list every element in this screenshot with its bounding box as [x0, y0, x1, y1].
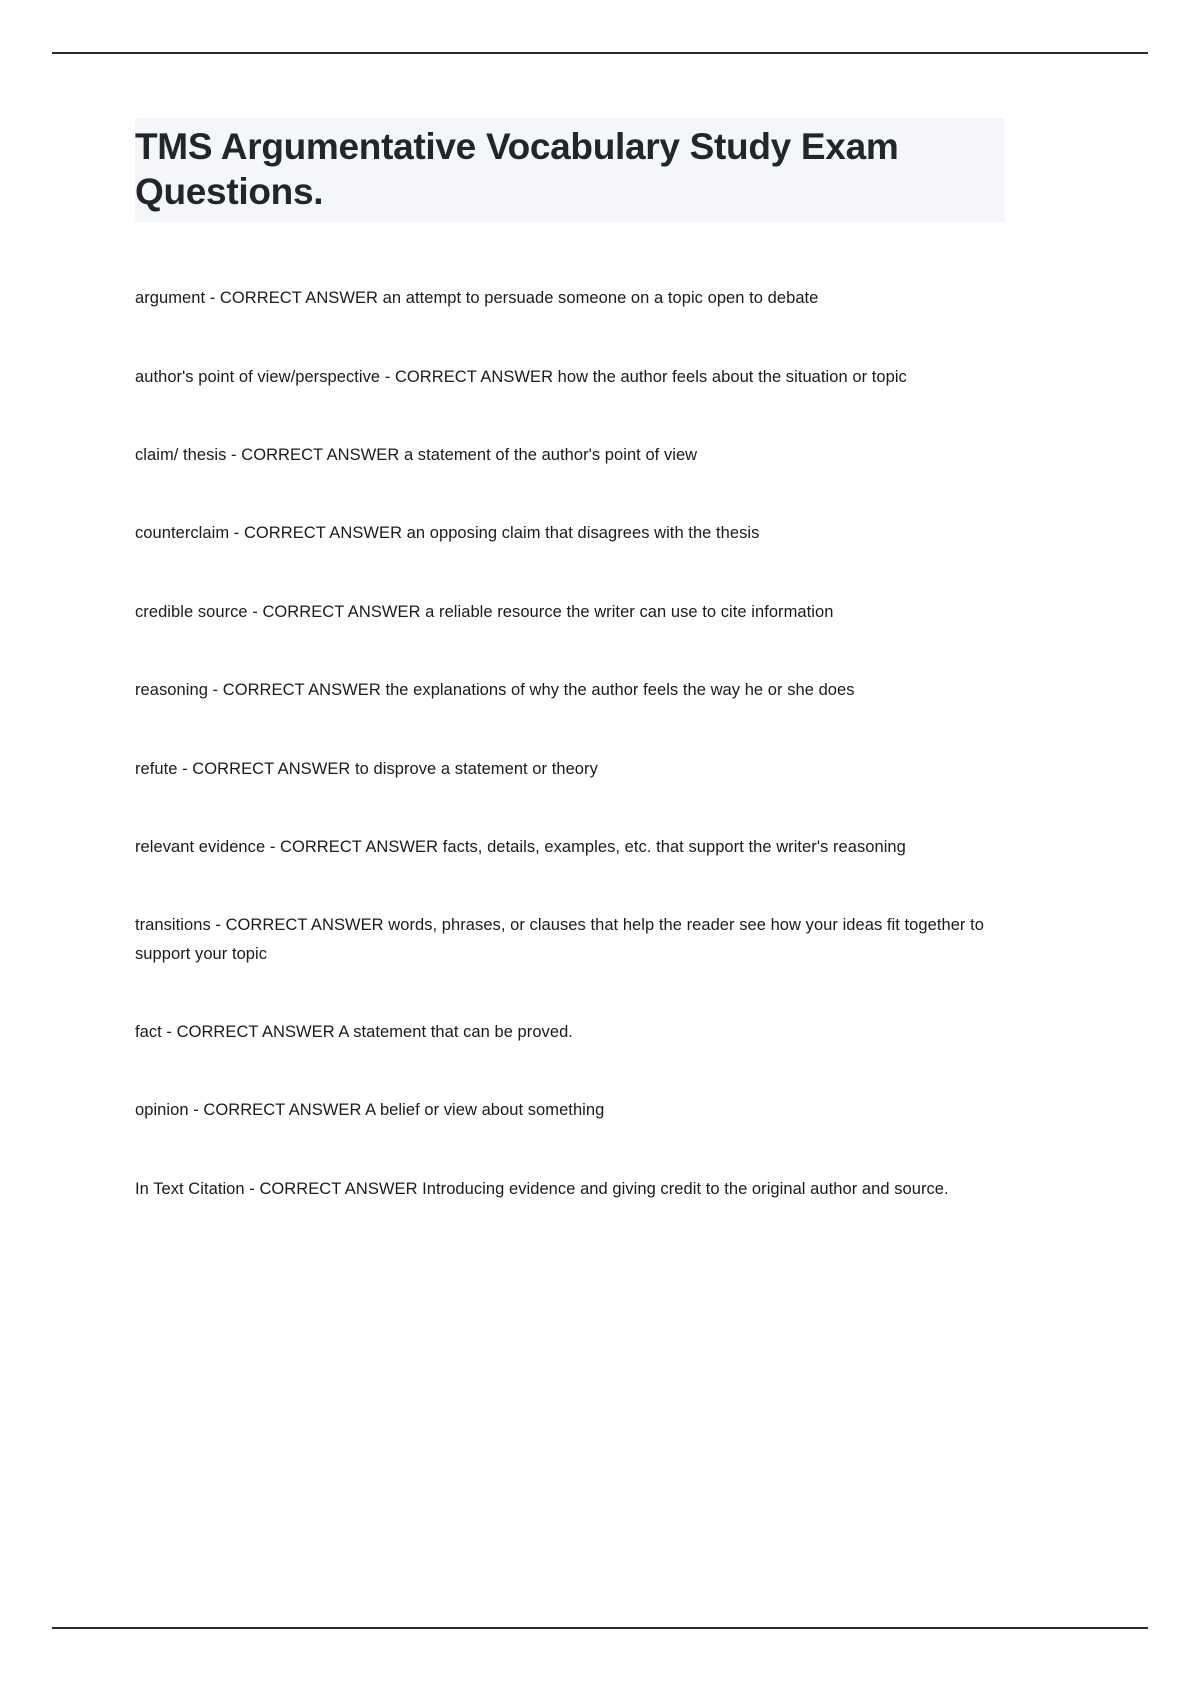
list-item: In Text Citation - CORRECT ANSWER Introducing evidence and giving credit to the original author and source.: [135, 1179, 949, 1198]
list-item: transitions - CORRECT ANSWER words, phrases, or clauses that help the reader see how your ideas fit together to support your topic: [135, 916, 984, 963]
document-content: [135, 118, 1010, 1203]
list-item: relevant evidence - CORRECT ANSWER facts, details, examples, etc. that support the writer's reasoning: [135, 837, 906, 856]
list-item: opinion - CORRECT ANSWER A belief or view about something: [135, 1101, 605, 1120]
list-item: author's point of view/perspective - CORRECT ANSWER how the author feels about the situation or topic: [135, 367, 907, 386]
list-item: counterclaim - CORRECT ANSWER an opposing claim that disagrees with the thesis: [135, 524, 760, 543]
list-item: credible source - CORRECT ANSWER a reliable resource the writer can use to cite information: [135, 602, 834, 621]
list-item: refute - CORRECT ANSWER to disprove a statement or theory: [135, 759, 598, 778]
header-divider: [52, 52, 1148, 54]
footer-divider: [52, 1627, 1148, 1629]
list-item: fact - CORRECT ANSWER A statement that can be proved.: [135, 1023, 573, 1041]
list-item: reasoning - CORRECT ANSWER the explanations of why the author feels the way he or she does: [135, 681, 855, 700]
page-title: TMS Argumentative Vocabulary Study Exam Questions.: [135, 118, 1005, 222]
vocabulary-list: [135, 284, 1010, 1203]
list-item: argument - CORRECT ANSWER an attempt to persuade someone on a topic open to debate: [135, 289, 819, 308]
list-item: claim/ thesis - CORRECT ANSWER a statement of the author's point of view: [135, 446, 698, 464]
